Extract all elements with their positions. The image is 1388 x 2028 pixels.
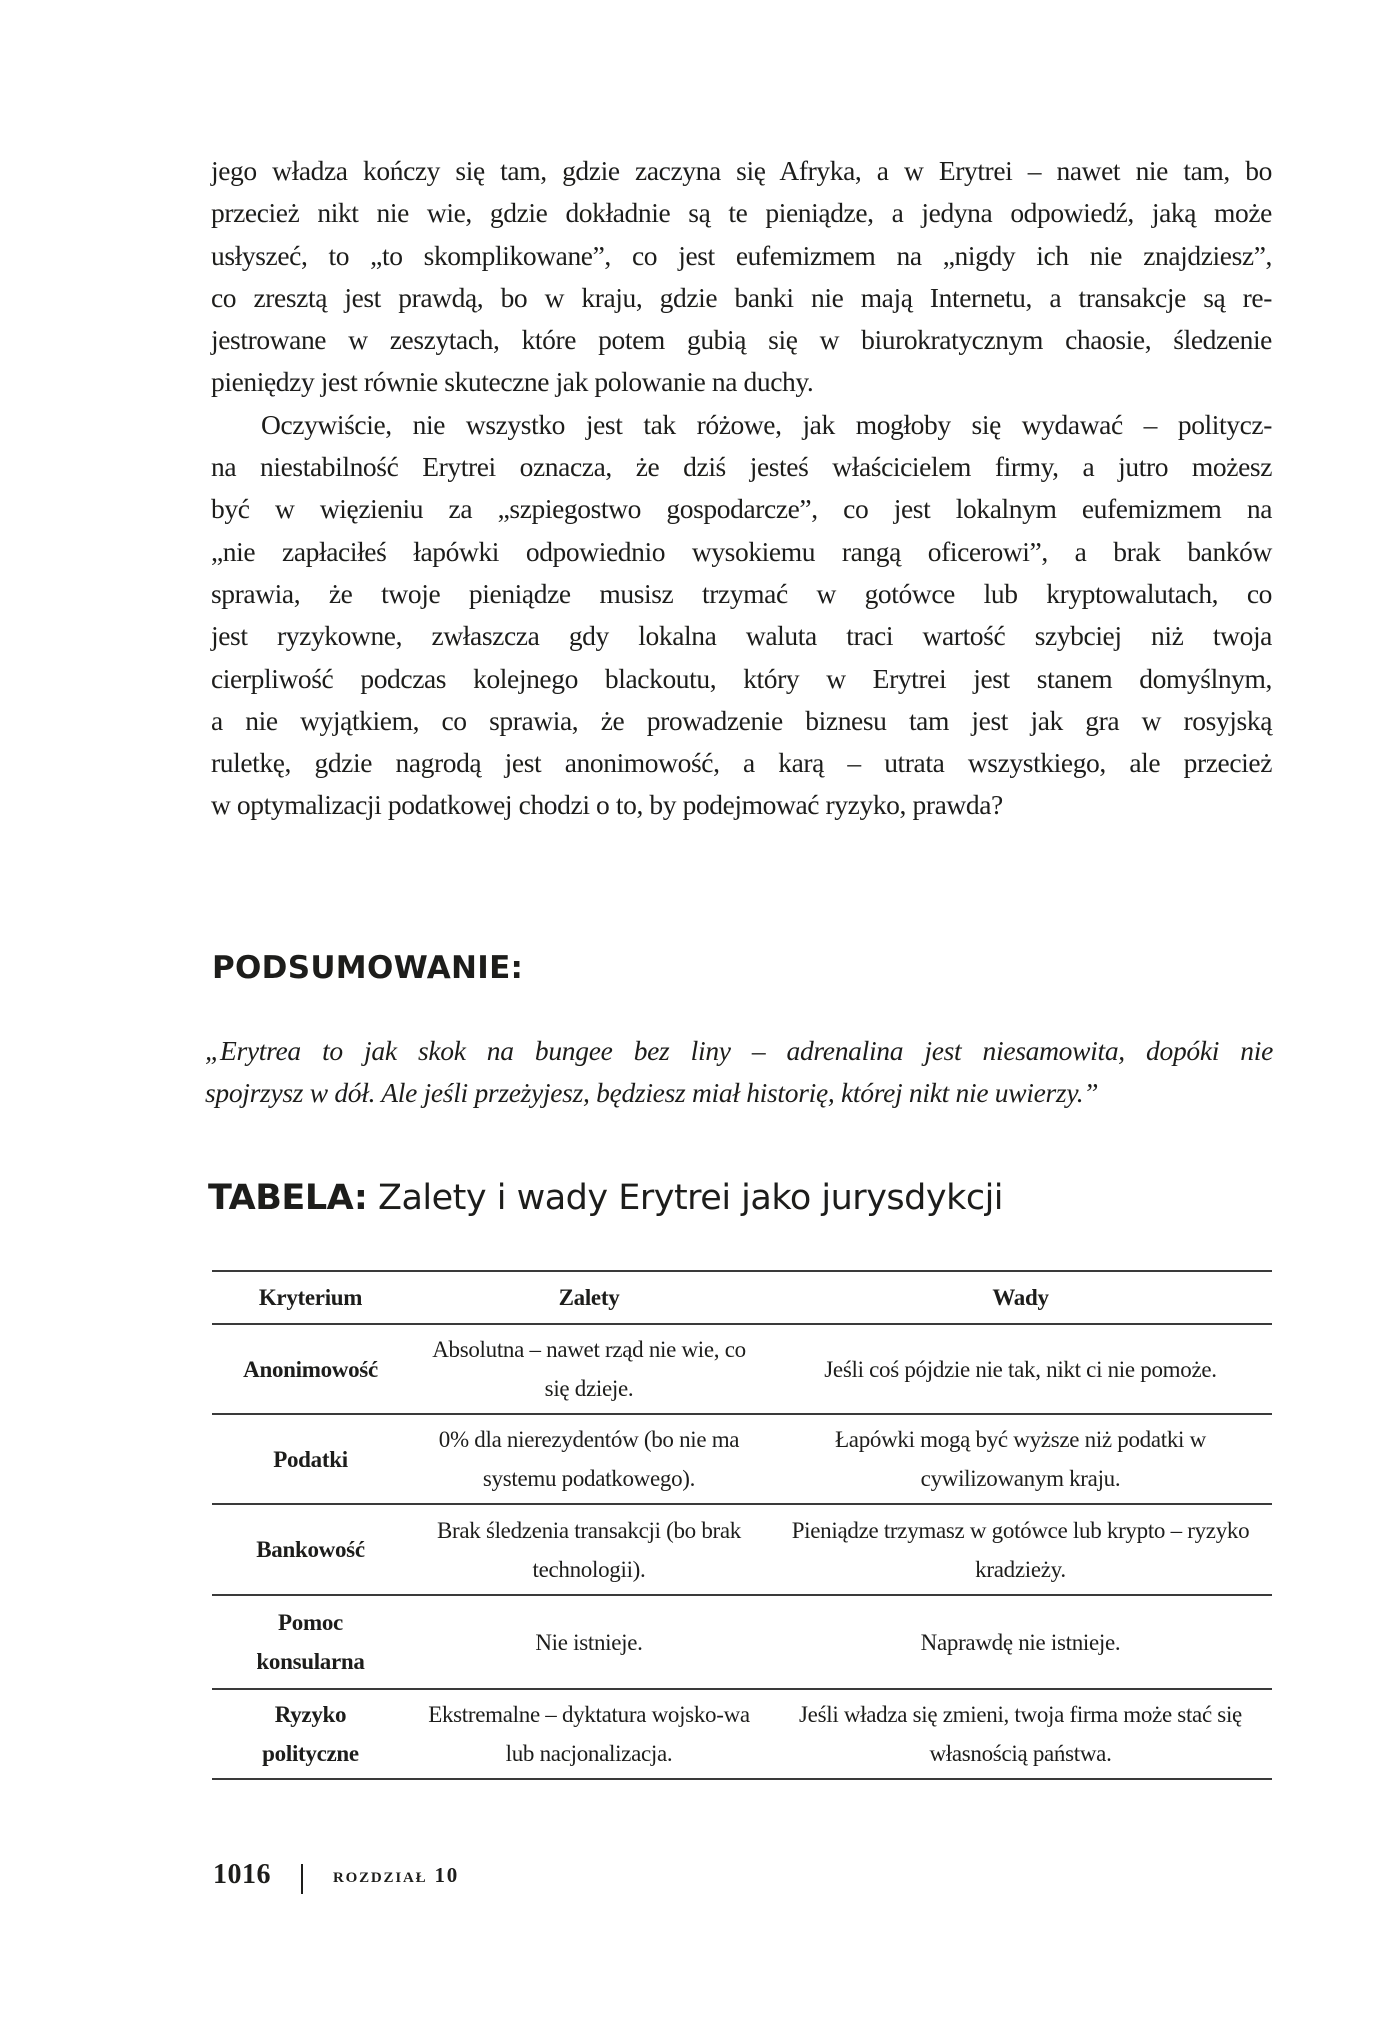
column-header-pros: Zalety [558, 1284, 620, 1310]
footer-divider [301, 1864, 303, 1894]
text-line: usłyszeć, to „to skomplikowane”, co jest eufemizmem na „nigdy ich nie znajdziesz”, [211, 239, 1272, 271]
page-number: 1016 [213, 1859, 271, 1890]
text-line: Oczywiście, nie wszystko jest tak różowe, jak mogłoby się wydawać – politycz- [261, 408, 1272, 440]
column-header-cons: Wady [992, 1284, 1049, 1310]
cell-pros: Ekstremalne – dyktatura wojsko-wa lub nacjonalizacja. [428, 1702, 750, 1766]
table-row [212, 1324, 1272, 1414]
table-heading-label: TABELA: [208, 1178, 368, 1218]
cell-pros: Absolutna – nawet rząd nie wie, co się dzieje. [432, 1337, 746, 1401]
summary-heading: PODSUMOWANIE: [212, 950, 524, 986]
quote-line: spojrzysz w dół. Ale jeśli przeżyjesz, będziesz miał historię, której nikt nie uwierzy.” [205, 1077, 1099, 1108]
text-line: co zresztą jest prawdą, bo w kraju, gdzie banki nie mają Internetu, a transakcje są re- [211, 281, 1272, 313]
text-line: a nie wyjątkiem, co sprawia, że prowadzenie biznesu tam jest jak gra w rosyjską [211, 704, 1272, 736]
text-line: przecież nikt nie wie, gdzie dokładnie są te pieniądze, a jedyna odpowiedź, jaką może [211, 197, 1272, 229]
cell-cons: Naprawdę nie istnieje. [920, 1629, 1121, 1655]
cell-criterion: Bankowość [256, 1537, 365, 1562]
comparison-table-wrapper [212, 1270, 1272, 1780]
text-line: „nie zapłaciłeś łapówki odpowiednio wysokiemu rangą oficerowi”, a brak banków [211, 535, 1272, 567]
cell-pros: Nie istnieje. [535, 1629, 643, 1655]
table-row [212, 1595, 1272, 1689]
cell-pros: 0% dla nierezydentów (bo nie ma systemu podatkowego). [438, 1427, 740, 1491]
text-line: jest ryzykowne, zwłaszcza gdy lokalna waluta traci wartość szybciej niż twoja [211, 620, 1272, 652]
chapter-label: rozdział 10 [333, 1862, 460, 1887]
cell-cons: Łapówki mogą być wyższe niż podatki w cywilizowanym kraju. [835, 1427, 1206, 1491]
cell-criterion: Podatki [273, 1446, 348, 1472]
cell-cons: Jeśli coś pójdzie nie tak, nikt ci nie pomoże. [824, 1356, 1217, 1382]
table-row [212, 1414, 1272, 1504]
text-line: w optymalizacji podatkowej chodzi o to, by podejmować ryzyko, prawda? [211, 789, 1003, 821]
page-footer [213, 1859, 459, 1891]
text-line: jego władza kończy się tam, gdzie zaczyna się Afryka, a w Erytrei – nawet nie tam, bo [211, 155, 1272, 186]
body-text [211, 150, 1272, 827]
table-heading [208, 1178, 1003, 1218]
cell-cons: Jeśli władza się zmieni, twoja firma może stać się własnością państwa. [799, 1702, 1242, 1766]
cell-cons: Pieniądze trzymasz w gotówce lub krypto – ryzyko kradzieży. [791, 1517, 1250, 1582]
text-line: cierpliwość podczas kolejnego blackoutu, który w Erytrei jest stanem domyślnym, [211, 662, 1272, 694]
cell-pros: Brak śledzenia transakcji (bo brak technologii). [436, 1517, 741, 1582]
summary-quote [205, 1030, 1273, 1114]
table-header-row [212, 1271, 1272, 1324]
cell-criterion: Pomoc konsularna [256, 1610, 365, 1674]
text-line: pieniędzy jest równie skuteczne jak polowanie na duchy. [211, 366, 814, 398]
table-row [212, 1504, 1272, 1595]
paragraph-2 [211, 404, 1272, 827]
text-line: na niestabilność Erytrei oznacza, że dziś jesteś właścicielem firmy, a jutro możesz [211, 451, 1272, 483]
column-header-criterion: Kryterium [258, 1284, 363, 1310]
text-line: jestrowane w zeszytach, które potem gubią się w biurokratycznym chaosie, śledzenie [211, 324, 1272, 356]
table-heading-title: Zalety i wady Erytrei jako jurysdykcji [367, 1178, 1004, 1218]
cell-criterion: Anonimowość [243, 1356, 378, 1382]
table-row [212, 1689, 1272, 1779]
quote-line: „Erytrea to jak skok na bungee bez liny – adrenalina jest niesamowita, dopóki nie [205, 1035, 1273, 1066]
text-line: ruletkę, gdzie nagrodą jest anonimowość, a karą – utrata wszystkiego, ale przecież [211, 747, 1272, 779]
paragraph-1 [211, 150, 1272, 404]
comparison-table [212, 1270, 1272, 1780]
cell-criterion: Ryzyko polityczne [262, 1702, 359, 1766]
text-line: sprawia, że twoje pieniądze musisz trzymać w gotówce lub kryptowalutach, co [211, 577, 1272, 609]
text-line: być w więzieniu za „szpiegostwo gospodarcze”, co jest lokalnym eufemizmem na [211, 493, 1272, 525]
